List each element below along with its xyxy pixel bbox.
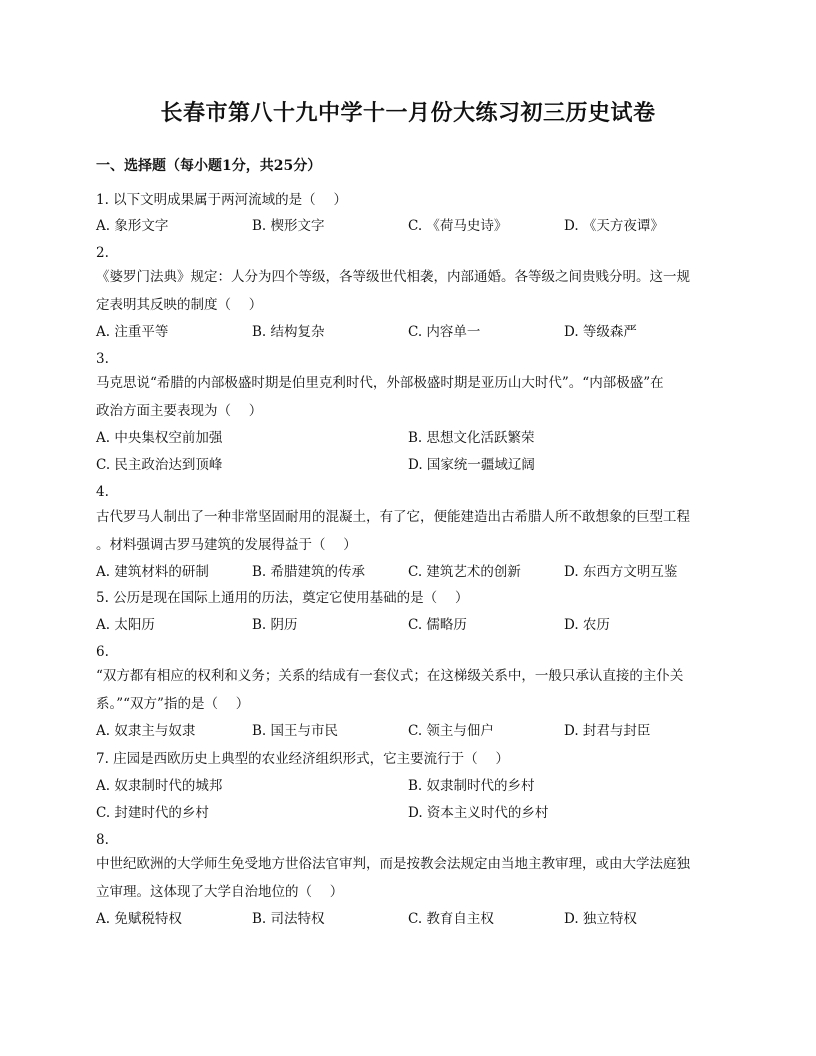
question-7-stem: 7. 庄园是西欧历史上典型的农业经济组织形式，它主要流行于（ ） [96,751,509,767]
q5-option-b: B. 阴历 [252,617,298,633]
question-5-stem: 5. 公历是现在国际上通用的历法，奠定它使用基础的是（ ） [96,590,469,606]
q2-option-b: B. 结构复杂 [252,324,325,340]
q7-option-c: C. 封建时代的乡村 [96,805,209,821]
question-8-line-1: 中世纪欧洲的大学师生免受地方世俗法官审判，而是按教会法规定由当地主教审理，或由大学法庭独 [96,856,690,872]
question-6-line-1: “双方都有相应的权利和义务；关系的结成有一套仪式；在这梯级关系中，一般只承认直接的主仆关 [96,668,684,684]
q6-option-a: A. 奴隶主与奴隶 [96,723,196,739]
q2-option-d: D. 等级森严 [564,324,637,340]
q8-option-a: A. 免赋税特权 [96,911,182,927]
question-3-line-1: 马克思说“希腊的内部极盛时期是伯里克利时代，外部极盛时期是亚历山大时代”。“内部极盛”在 [96,375,664,391]
q3-option-d: D. 国家统一疆域辽阔 [408,457,535,473]
question-6-line-2: 系。”“双方”指的是（ ） [96,696,250,712]
question-4-line-1: 古代罗马人制出了一种非常坚固耐用的混凝土，有了它，便能建造出古希腊人所不敢想象的巨型工程 [96,509,690,525]
question-2-line-2: 定表明其反映的制度（ ） [96,297,263,313]
q7-option-d: D. 资本主义时代的乡村 [408,805,549,821]
q8-option-d: D. 独立特权 [564,911,637,927]
q2-option-c: C. 内容单一 [408,324,481,340]
q6-option-d: D. 封君与封臣 [564,723,651,739]
q3-option-b: B. 思想文化活跃繁荣 [408,430,535,446]
q1-option-d: D. 《天方夜谭》 [564,218,664,234]
q6-option-c: C. 领主与佃户 [408,723,494,739]
question-8-line-2: 立审理。这体现了大学自治地位的（ ） [96,884,344,900]
q4-option-d: D. 东西方文明互鉴 [564,564,678,580]
section-heading: 一、选择题（每小题1分，共25分） [96,158,322,174]
question-2-line-1: 《婆罗门法典》规定：人分为四个等级，各等级世代相袭，内部通婚。各等级之间贵贱分明。这一规 [96,269,690,285]
question-1-stem: 1. 以下文明成果属于两河流域的是（ ） [96,192,347,208]
exam-title: 长春市第八十九中学十一月份大练习初三历史试卷 [160,100,656,126]
q5-option-d: D. 农历 [564,617,610,633]
q4-option-b: B. 希腊建筑的传承 [252,564,366,580]
q1-option-b: B. 楔形文字 [252,218,325,234]
q8-option-b: B. 司法特权 [252,911,325,927]
question-6-number: 6. [96,644,109,660]
question-4-line-2: 。材料强调古罗马建筑的发展得益于（ ） [96,537,357,553]
q6-option-b: B. 国王与市民 [252,723,339,739]
q3-option-c: C. 民主政治达到顶峰 [96,457,223,473]
q4-option-c: C. 建筑艺术的创新 [408,564,521,580]
q7-option-b: B. 奴隶制时代的乡村 [408,778,535,794]
q1-option-c: C. 《荷马史诗》 [408,218,508,234]
q7-option-a: A. 奴隶制时代的城邦 [96,778,223,794]
question-3-line-2: 政治方面主要表现为（ ） [96,403,263,419]
q2-option-a: A. 注重平等 [96,324,169,340]
question-2-number: 2. [96,245,109,261]
question-4-number: 4. [96,484,109,500]
q4-option-a: A. 建筑材料的研制 [96,564,209,580]
q5-option-c: C. 儒略历 [408,617,467,633]
q1-option-a: A. 象形文字 [96,218,169,234]
question-3-number: 3. [96,351,109,367]
q3-option-a: A. 中央集权空前加强 [96,430,223,446]
q5-option-a: A. 太阳历 [96,617,155,633]
question-8-number: 8. [96,832,109,848]
q8-option-c: C. 教育自主权 [408,911,494,927]
